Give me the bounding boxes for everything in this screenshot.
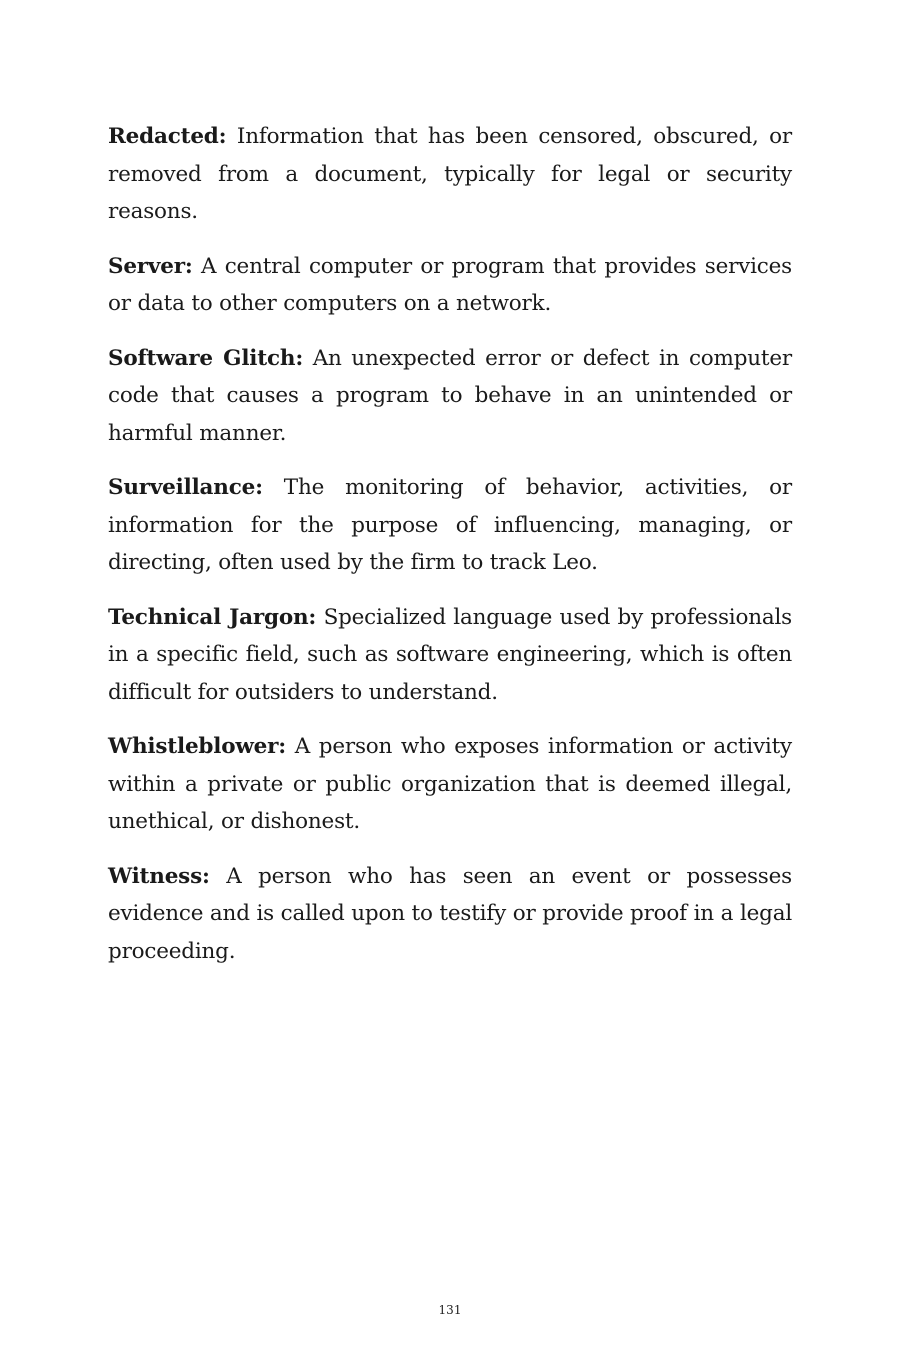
glossary-term: Surveillance: xyxy=(108,475,263,500)
glossary-definition: Information that has been censored, obscured, or removed from a document, typically for legal or security reasons. xyxy=(108,124,792,224)
glossary-definition: A person who has seen an event or possesses evidence and is called upon to testify or provide proof in a legal proceeding. xyxy=(108,863,792,964)
glossary-term: Software Glitch: xyxy=(108,345,304,371)
glossary-entry-witness xyxy=(108,858,792,971)
glossary-definition: An unexpected error or defect in computer code that causes a program to behave in an unintended or harmful manner. xyxy=(108,345,792,446)
glossary-term: Redacted: xyxy=(108,124,227,149)
glossary-term: Server: xyxy=(108,253,193,279)
glossary-term: Technical Jargon: xyxy=(108,604,317,630)
page-number: 131 xyxy=(438,1303,462,1317)
glossary-definition: The monitoring of behavior, activities, or information for the purpose of influencing, managing, or directing, often used by the firm to track Leo. xyxy=(108,475,792,575)
glossary-entry-surveillance xyxy=(108,469,792,582)
glossary-term: Whistleblower: xyxy=(108,734,287,759)
glossary-definition: A person who exposes information or activity within a private or public organization that is deemed illegal, unethical, or dishonest. xyxy=(108,734,792,834)
glossary-term: Witness: xyxy=(108,863,210,889)
glossary-definition: Specialized language used by professionals in a specific field, such as software engineering, which is often difficult for outsiders to understand. xyxy=(108,604,792,705)
glossary-list xyxy=(108,118,792,987)
glossary-entry-server xyxy=(108,248,792,323)
glossary-entry-whistleblower xyxy=(108,728,792,841)
glossary-entry-technical-jargon xyxy=(108,599,792,712)
glossary-entry-software-glitch xyxy=(108,340,792,453)
glossary-definition: A central computer or program that provides services or data to other computers on a network. xyxy=(108,253,792,316)
glossary-entry-redacted xyxy=(108,118,792,231)
